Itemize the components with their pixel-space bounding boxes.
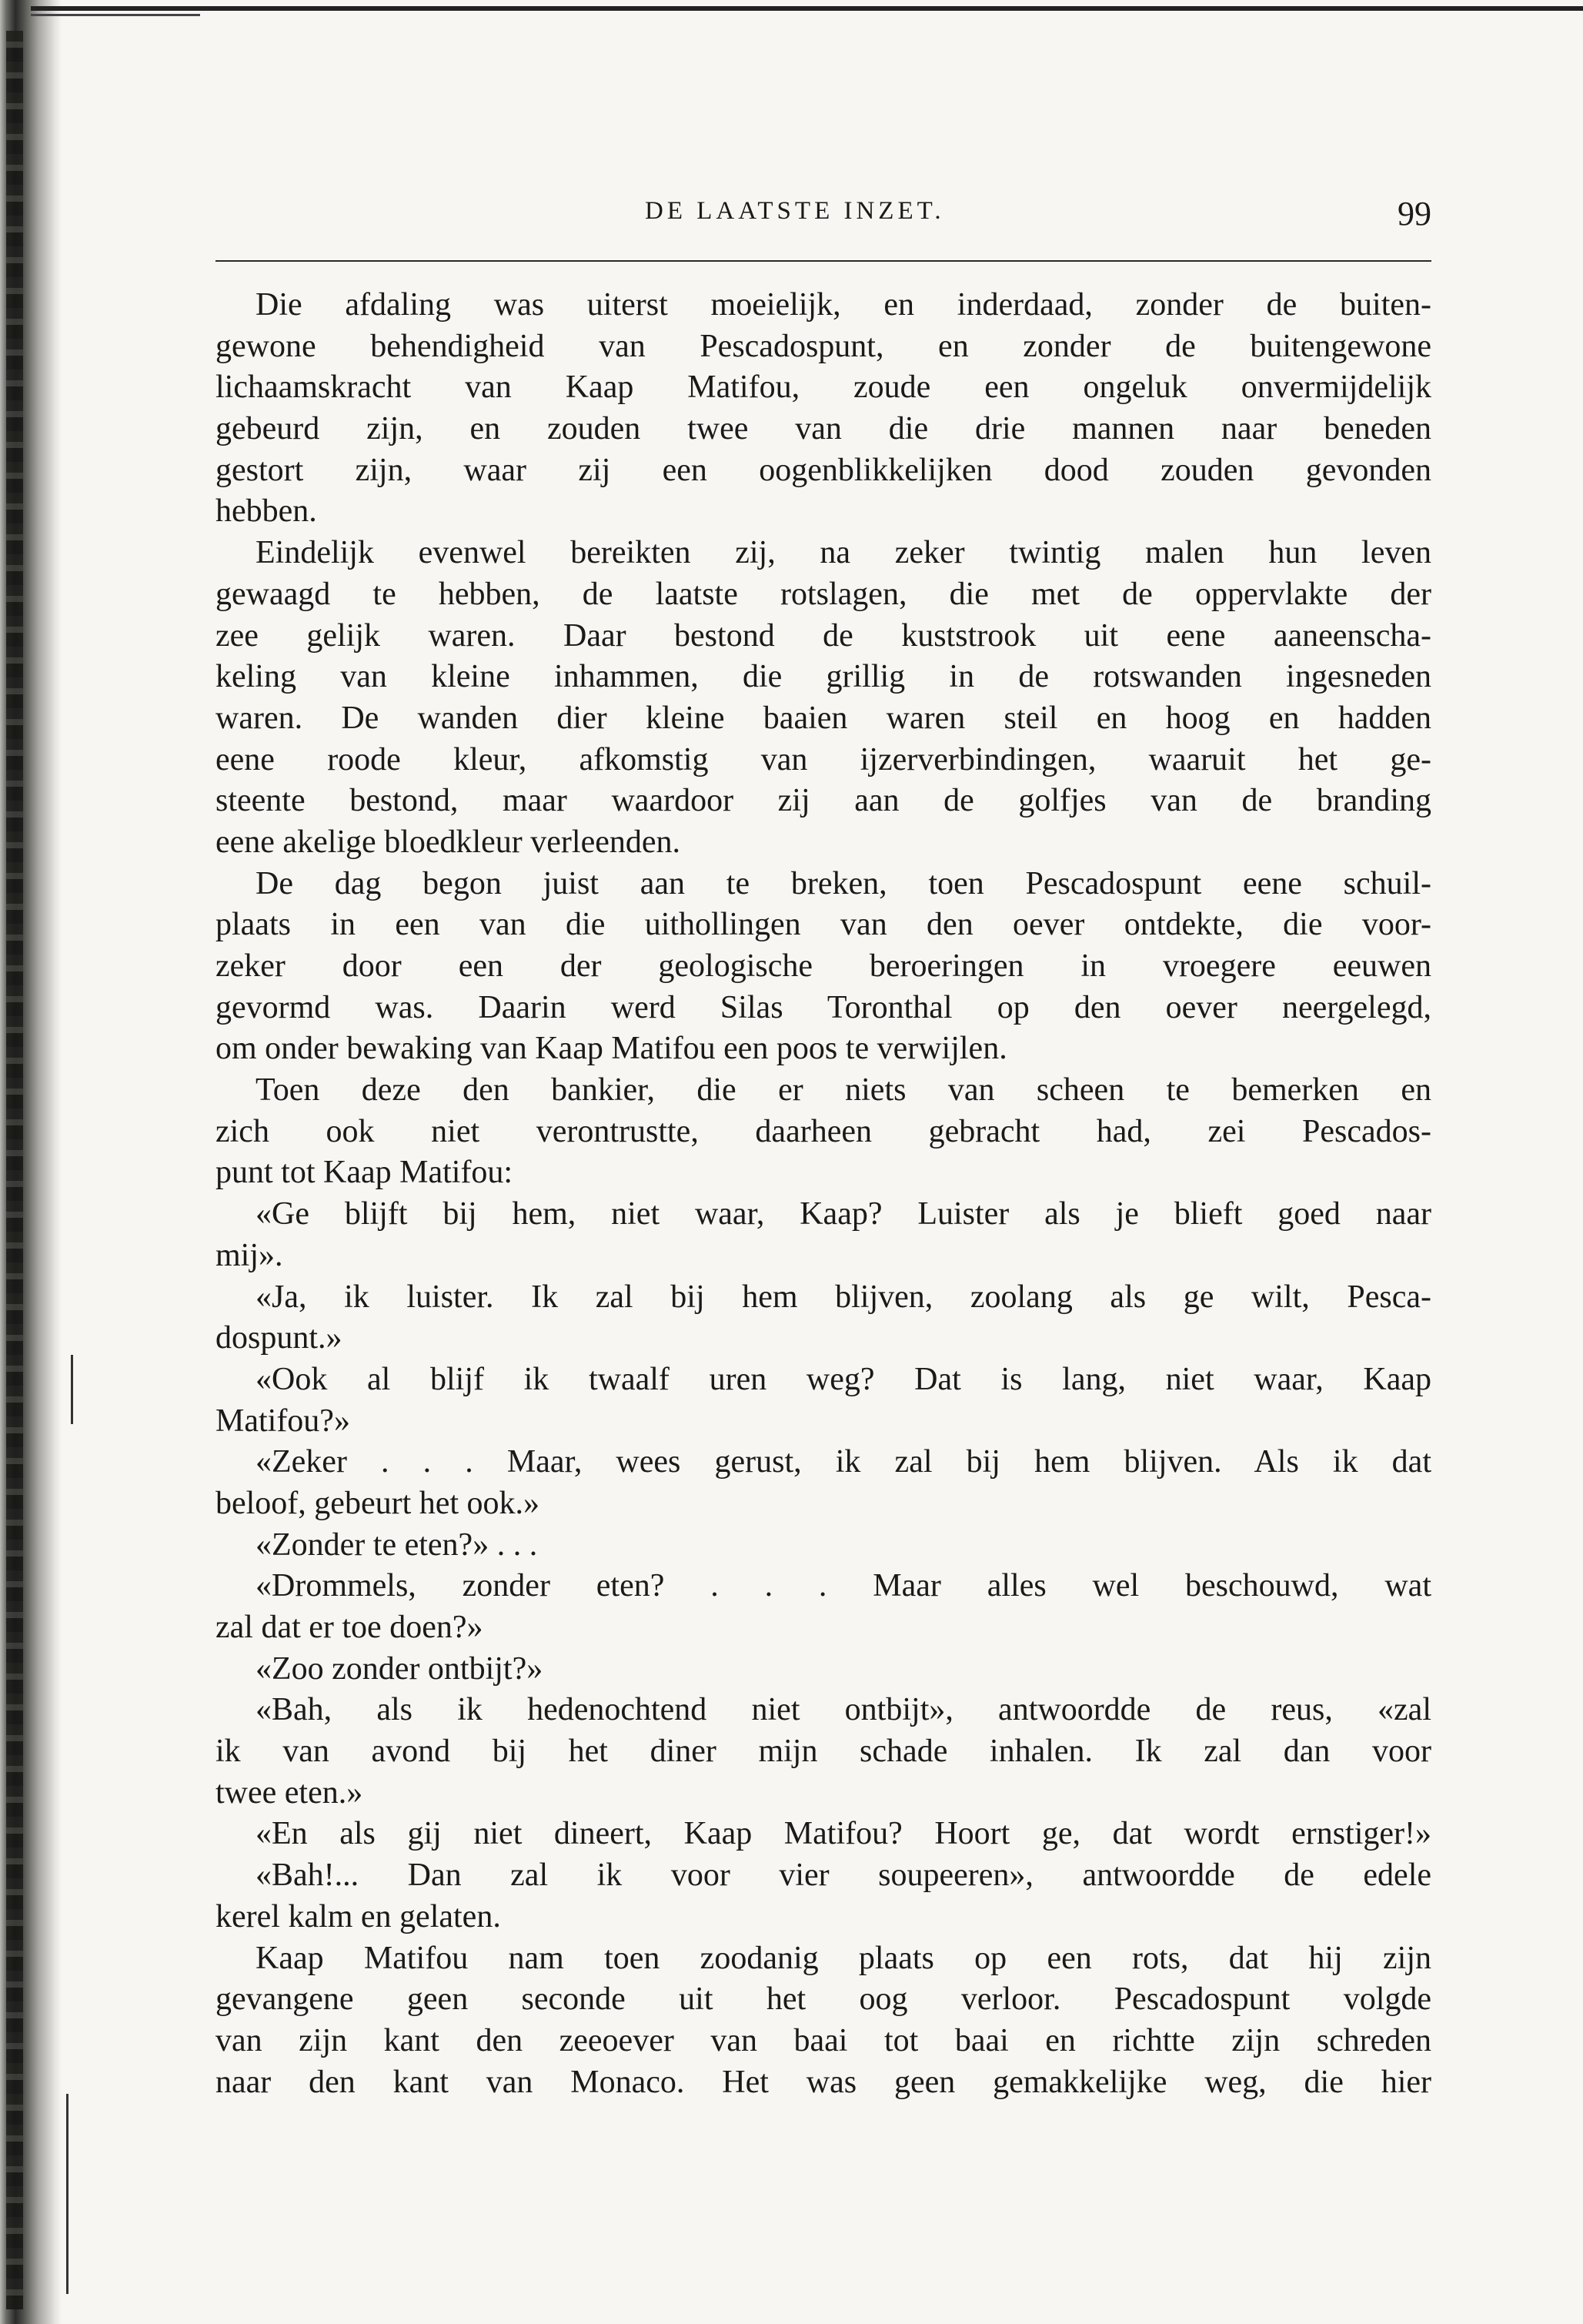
text-line: keling van kleine inhammen, die grillig in de rotswanden ingesneden <box>215 659 1431 695</box>
text-line: «En als gij niet dineert, Kaap Matifou? Hoort ge, dat wordt ernstiger!» <box>255 1816 1431 1852</box>
text-line: De dag begon juist aan te breken, toen Pescadospunt eene schuil- <box>255 865 1431 901</box>
text-line: Kaap Matifou nam toen zoodanig plaats op een rots, dat hij zijn <box>255 1940 1431 1976</box>
text-line: «Bah!... Dan zal ik voor vier soupeeren», antwoordde de edele <box>255 1858 1431 1894</box>
page-binding-edge <box>6 31 23 2309</box>
margin-mark <box>71 1355 73 1424</box>
text-line: gewone behendigheid van Pescadospunt, en zonder de buitengewone <box>215 328 1431 364</box>
text-line: «Ook al blijf ik twaalf uren weg? Dat is lang, niet waar, Kaap <box>255 1361 1431 1397</box>
margin-mark <box>66 2094 68 2294</box>
text-line: zal dat er toe doen?» <box>215 1610 483 1645</box>
text-line: mij». <box>215 1237 283 1273</box>
text-line: ik van avond bij het diner mijn schade inhalen. Ik zal dan voor <box>215 1734 1431 1770</box>
text-line: naar den kant van Monaco. Het was geen gemakkelijke weg, die hier <box>215 2064 1431 2100</box>
text-line: eene akelige bloedkleur verleenden. <box>215 824 681 860</box>
text-line: punt tot Kaap Matifou: <box>215 1155 513 1191</box>
text-line: gevormd was. Daarin werd Silas Toronthal op den oever neergelegd, <box>215 989 1431 1025</box>
page-number: 99 <box>1398 195 1431 232</box>
scan-top-edge <box>31 6 1583 11</box>
text-line: «Zoo zonder ontbijt?» <box>255 1650 543 1687</box>
text-line: Toen deze den bankier, die er niets van scheen te bemerken en <box>255 1072 1431 1108</box>
text-line: gewaagd te hebben, de laatste rotslagen, die met de oppervlakte der <box>215 576 1431 612</box>
text-line: eene roode kleur, afkomstig van ijzerverbindingen, waaruit het ge- <box>215 741 1431 777</box>
text-line: «Zonder te eten?» . . . <box>255 1526 538 1563</box>
text-line: «Drommels, zonder eten? . . . Maar alles wel beschouwd, wat <box>255 1568 1431 1604</box>
text-line: gevangene geen seconde uit het oog verloor. Pescadospunt volgde <box>215 1981 1431 2018</box>
text-line: plaats in een van die uithollingen van den oever ontdekte, die voor- <box>215 907 1431 943</box>
text-line: gestort zijn, waar zij een oogenblikkelijken dood zouden gevonden <box>215 452 1431 488</box>
text-line: Die afdaling was uiterst moeielijk, en inderdaad, zonder de buiten- <box>255 287 1431 323</box>
text-line: kerel kalm en gelaten. <box>215 1898 501 1934</box>
text-line: lichaamskracht van Kaap Matifou, zoude een ongeluk onvermijdelijk <box>215 369 1431 406</box>
body-text <box>215 285 1431 2103</box>
text-line: «Zeker . . . Maar, wees gerust, ik zal bij hem blijven. Als ik dat <box>255 1444 1431 1480</box>
text-line: zich ook niet verontrustte, daarheen gebracht had, zei Pescados- <box>215 1113 1431 1149</box>
text-line: «Ge blijft bij hem, niet waar, Kaap? Luister als je blieft goed naar <box>255 1196 1431 1232</box>
text-line: zee gelijk waren. Daar bestond de kuststrook uit eene aaneenscha- <box>215 617 1431 654</box>
text-line: beloof, gebeurt het ook.» <box>215 1485 540 1521</box>
header-rule <box>215 260 1431 262</box>
text-line: hebben. <box>215 493 317 530</box>
text-line: «Ja, ik luister. Ik zal bij hem blijven, zoolang als ge wilt, Pesca- <box>255 1279 1431 1315</box>
running-head: DE LAATSTE INZET. <box>645 197 945 225</box>
text-line: zeker door een der geologische beroeringen in vroegere eeuwen <box>215 948 1431 984</box>
text-line: dospunt.» <box>215 1320 342 1356</box>
scan-top-edge-thin <box>31 14 200 16</box>
text-line: steente bestond, maar waardoor zij aan de golfjes van de branding <box>215 783 1431 819</box>
page-header <box>215 194 1431 248</box>
text-line: gebeurd zijn, en zouden twee van die drie mannen naar beneden <box>215 411 1431 447</box>
text-line: twee eten.» <box>215 1774 363 1811</box>
text-line: van zijn kant den zeeoever van baai tot baai en richtte zijn schreden <box>215 2022 1431 2058</box>
text-line: waren. De wanden dier kleine baaien waren steil en hoog en hadden <box>215 700 1431 736</box>
text-line: om onder bewaking van Kaap Matifou een poos te verwijlen. <box>215 1031 1007 1067</box>
text-line: «Bah, als ik hedenochtend niet ontbijt», antwoordde de reus, «zal <box>255 1692 1431 1728</box>
text-line: Eindelijk evenwel bereikten zij, na zeker twintig malen hun leven <box>255 535 1431 571</box>
text-line: Matifou?» <box>215 1403 350 1439</box>
